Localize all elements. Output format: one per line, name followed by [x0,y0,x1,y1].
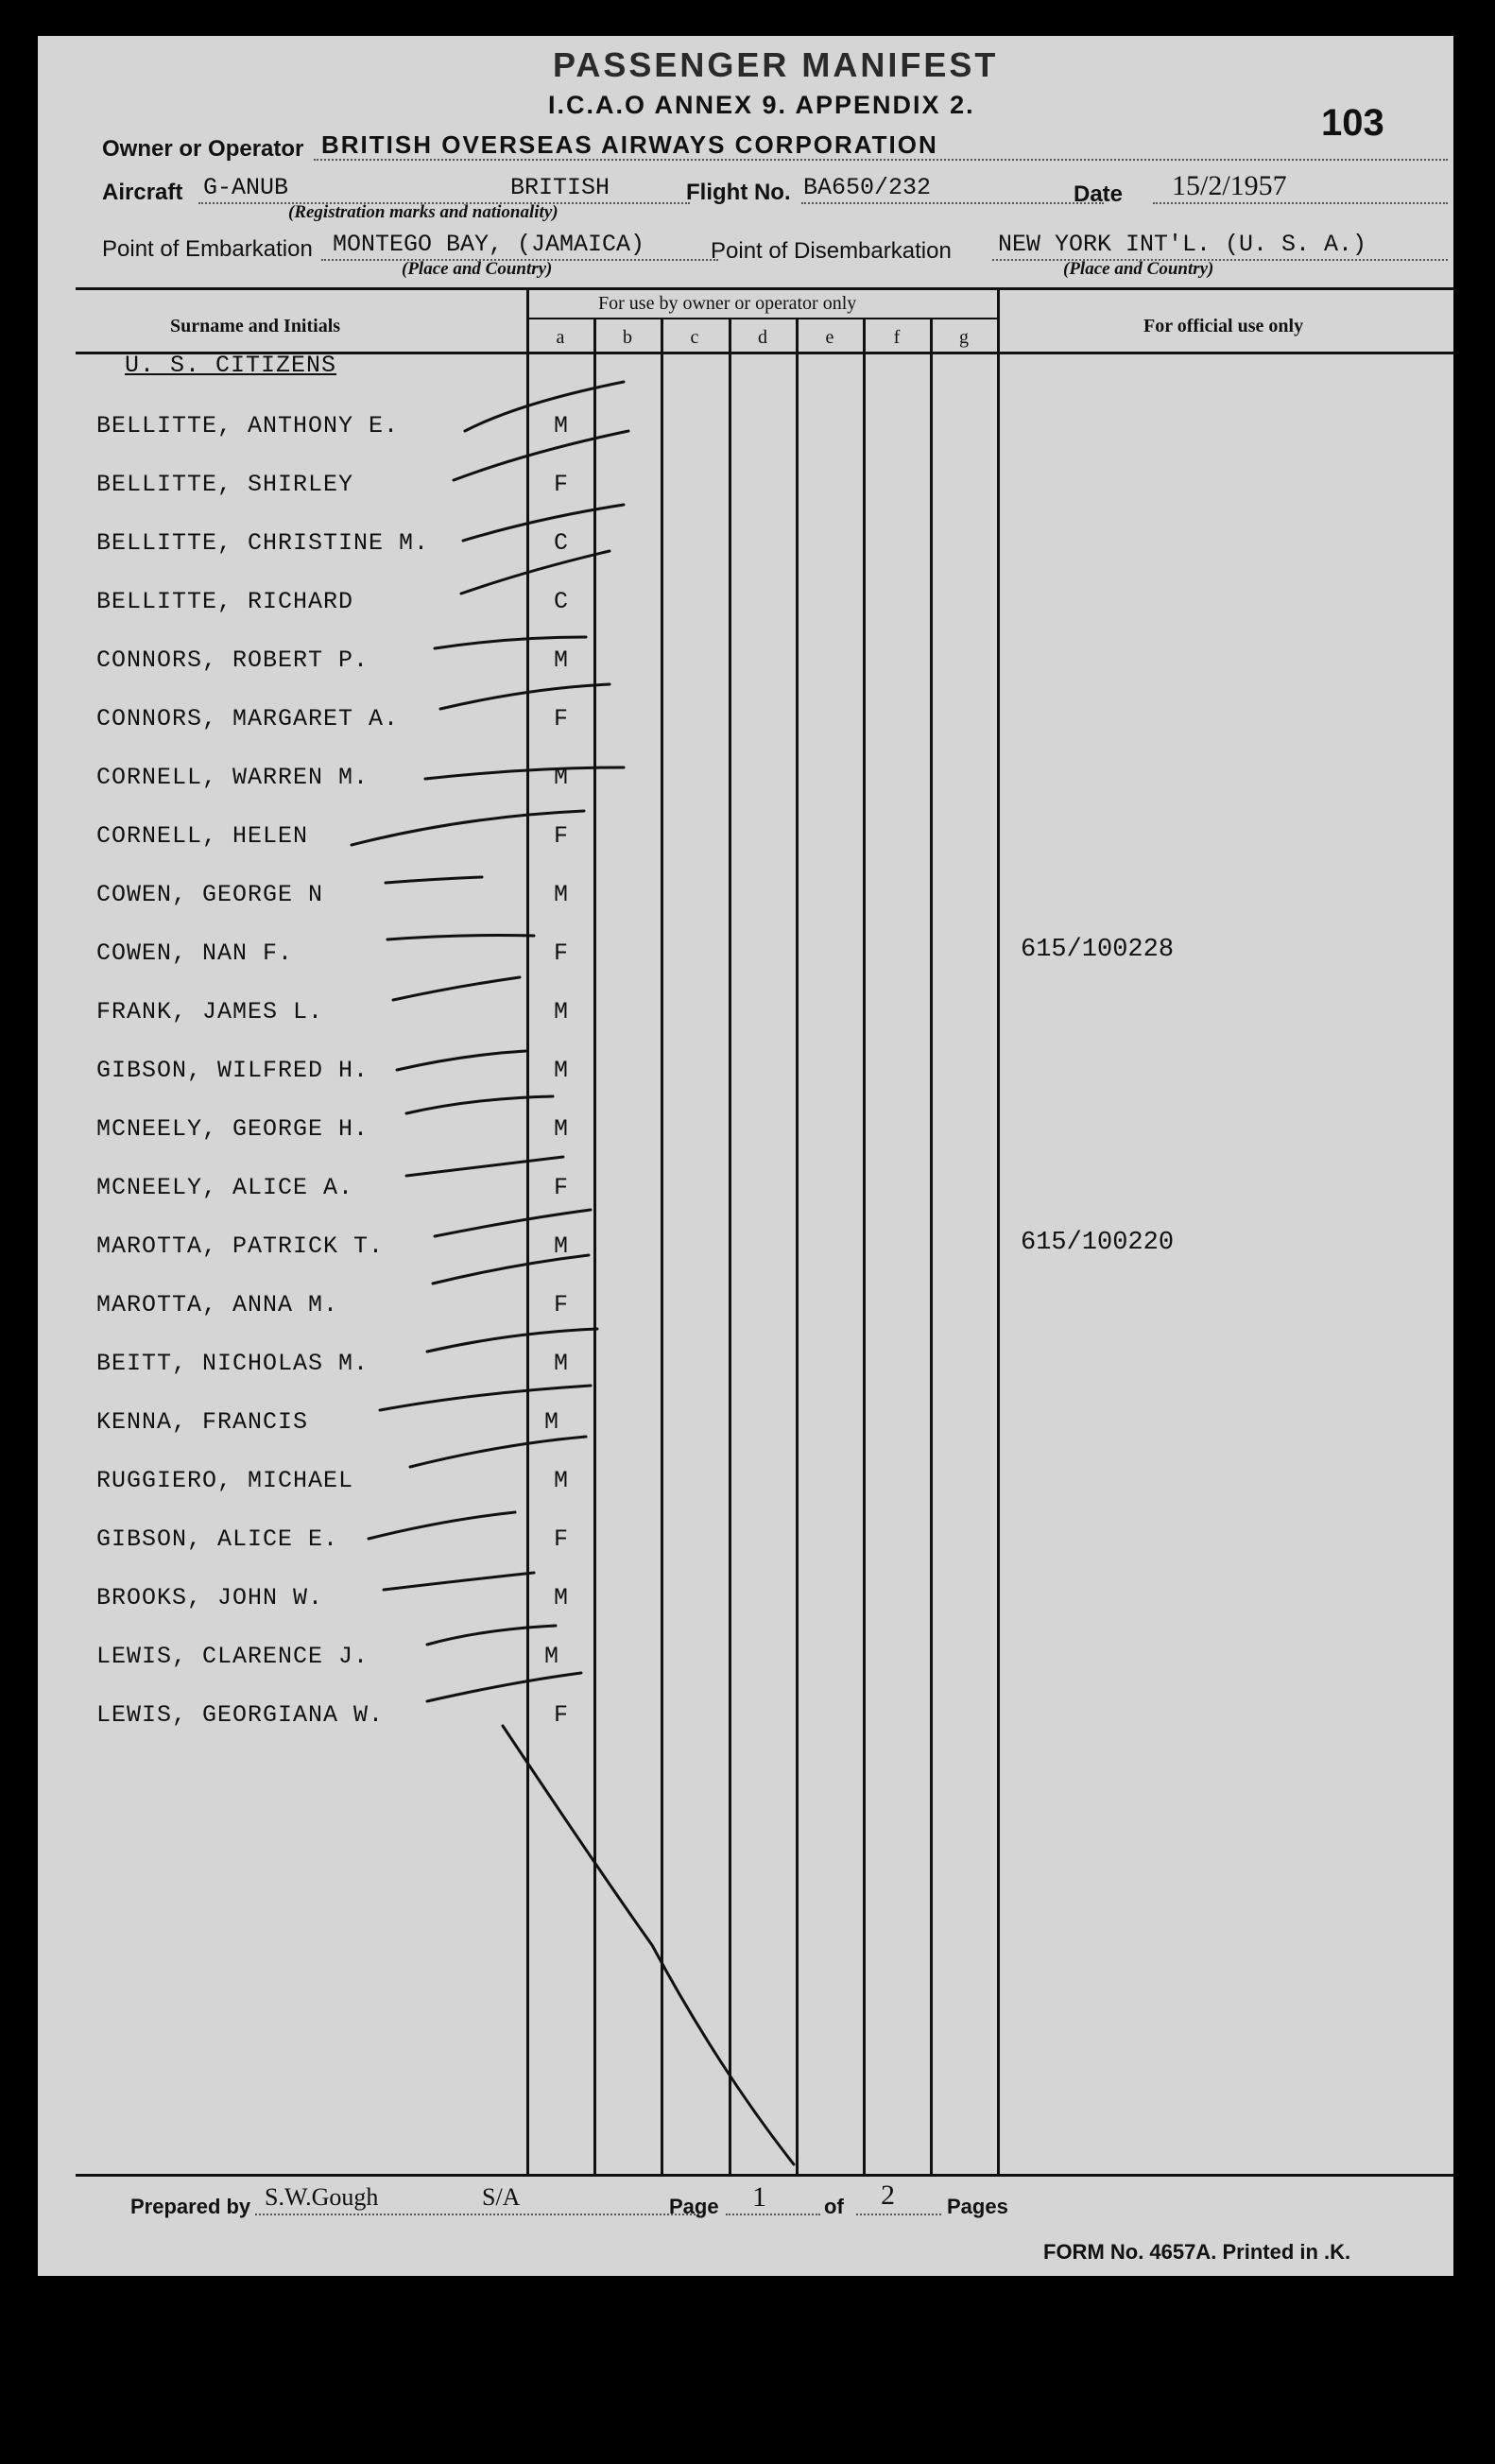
passenger-sex: F [554,705,569,732]
passenger-sex: F [554,1525,569,1553]
passenger-name: MAROTTA, PATRICK T. [96,1232,385,1260]
passenger-sex: C [554,529,569,557]
passenger-sex: M [554,1232,569,1260]
passenger-sex: F [554,1291,569,1318]
passenger-sex: F [554,1701,569,1729]
date-label: Date [1074,181,1124,207]
tick-mark [369,1512,515,1539]
passenger-sex: M [554,1115,569,1143]
passenger-name: GIBSON, WILFRED H. [96,1057,369,1084]
col-header-a: a [556,327,565,348]
page-number: 103 [1321,102,1384,144]
passenger-sex: M [554,764,569,791]
aircraft-registration: G-ANUB [203,174,289,201]
passenger-sex: M [554,646,569,674]
tick-mark [352,811,584,845]
tick-mark [406,1157,563,1176]
passenger-name: GIBSON, ALICE E. [96,1525,339,1553]
embarkation-label: Point of Embarkation [102,236,313,262]
tick-mark [397,1051,525,1070]
col-header-c: c [690,327,699,348]
disembarkation-label: Point of Disembarkation [711,238,952,264]
passenger-sex: F [554,939,569,967]
passenger-sex: F [554,1174,569,1201]
official-entry: 615/100220 [1021,1229,1175,1257]
tick-mark [380,1386,591,1410]
flight-label: Flight No. [686,180,791,205]
flight-number: BA650/232 [803,174,932,201]
tick-mark [465,382,624,431]
section-label: U. S. CITIZENS [125,352,337,379]
passenger-sex: M [554,1057,569,1084]
form-title: PASSENGER MANIFEST [553,45,999,84]
of-dotted-line [856,2214,941,2215]
embarkation-value: MONTEGO BAY, (JAMAICA) [333,231,645,258]
passenger-name: BEITT, NICHOLAS M. [96,1350,369,1377]
col-header-g: g [959,327,969,348]
col-header-e: e [825,327,834,348]
passenger-sex: M [554,1584,569,1611]
passenger-name: CONNORS, MARGARET A. [96,705,400,732]
passenger-name: BELLITTE, ANTHONY E. [96,412,400,439]
passenger-sex: M [554,1467,569,1494]
official-column-header: For official use only [1143,316,1304,336]
passenger-sex: M [554,412,569,439]
registration-note: (Registration marks and nationality) [288,202,558,222]
passenger-sex: F [554,471,569,498]
page-dotted-line [726,2214,820,2215]
owner-label: Owner or Operator [102,136,304,162]
passenger-sex: C [554,588,569,615]
pen-marks [38,36,1453,2276]
passenger-sex: M [554,1350,569,1377]
tick-mark [410,1437,586,1467]
passenger-sex: M [544,1408,559,1436]
passenger-name: MAROTTA, ANNA M. [96,1291,339,1318]
tick-mark [387,936,534,940]
passenger-name: BELLITTE, CHRISTINE M. [96,529,430,557]
passenger-name: MCNEELY, GEORGE H. [96,1115,369,1143]
embarkation-place-note: (Place and Country) [402,259,553,279]
col-header-f: f [893,327,901,348]
passenger-name: COWEN, NAN F. [96,939,294,967]
tick-mark [406,1096,553,1113]
passenger-sex: M [554,998,569,1025]
tick-mark [463,505,624,541]
tick-mark [427,1329,597,1352]
tick-mark [384,1573,534,1590]
cancel-diagonal-line [503,1726,794,2164]
passenger-name: FRANK, JAMES L. [96,998,324,1025]
tick-mark [433,1255,589,1284]
of-label: of [824,2195,844,2218]
tick-mark [440,684,610,709]
col-header-b: b [623,327,632,348]
passenger-name: RUGGIERO, MICHAEL [96,1467,354,1494]
col-header-d: d [758,327,767,348]
official-entry: 615/100228 [1021,936,1175,964]
page-label: Page [669,2195,719,2218]
pages-label: Pages [947,2195,1008,2218]
passenger-sex: F [554,822,569,850]
form-number: FORM No. 4657A. Printed in .K. [1043,2240,1351,2264]
tick-mark [427,1673,581,1701]
disembarkation-place-note: (Place and Country) [1063,259,1214,279]
passenger-sex: M [544,1643,559,1670]
prepared-by-signature: S.W.Gough [265,2183,379,2211]
name-column-header: Surname and Initials [170,316,341,336]
passenger-sex: M [554,881,569,908]
aircraft-label: Aircraft [102,180,183,205]
tick-mark [425,767,624,779]
prepared-label: Prepared by [130,2195,251,2218]
tick-mark [435,637,586,648]
passenger-name: MCNEELY, ALICE A. [96,1174,354,1201]
passenger-name: CORNELL, HELEN [96,822,309,850]
passenger-name: BELLITTE, SHIRLEY [96,471,354,498]
passenger-name: BROOKS, JOHN W. [96,1584,324,1611]
tick-mark [435,1210,591,1236]
passenger-name: COWEN, GEORGE N [96,881,324,908]
page-value: 1 [752,2181,766,2213]
tick-mark [393,977,520,1000]
prepared-dotted-line [255,2214,699,2215]
passenger-name: BELLITTE, RICHARD [96,588,354,615]
of-value: 2 [881,2180,895,2211]
tick-mark [427,1626,556,1645]
passenger-name: CONNORS, ROBERT P. [96,646,369,674]
aircraft-nationality: BRITISH [510,174,610,201]
owner-value: BRITISH OVERSEAS AIRWAYS CORPORATION [321,130,938,159]
disembarkation-value: NEW YORK INT'L. (U. S. A.) [998,231,1367,258]
tick-mark [386,877,482,883]
passenger-name: KENNA, FRANCIS [96,1408,309,1436]
passenger-name: LEWIS, GEORGIANA W. [96,1701,385,1729]
operator-column-header: For use by owner or operator only [598,293,857,314]
date-value: 15/2/1957 [1172,170,1287,201]
passenger-name: CORNELL, WARREN M. [96,764,369,791]
tick-mark [454,431,628,480]
prepared-title: S/A [482,2183,521,2211]
manifest-page [38,36,1453,2276]
form-subtitle: I.C.A.O ANNEX 9. APPENDIX 2. [548,91,975,119]
tick-mark [461,551,610,594]
passenger-name: LEWIS, CLARENCE J. [96,1643,369,1670]
